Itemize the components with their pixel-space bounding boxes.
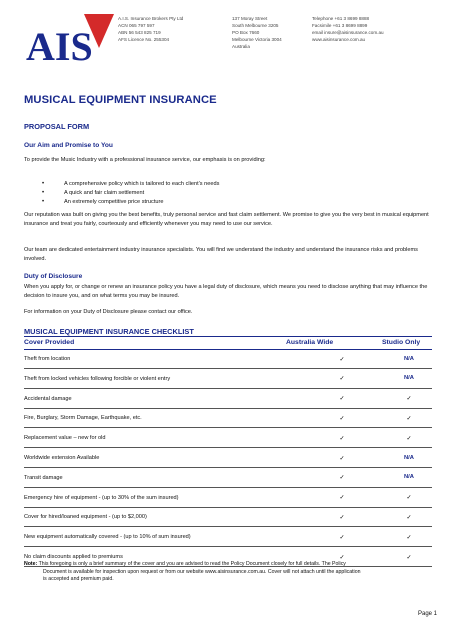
ais-logo bbox=[26, 14, 114, 66]
australia-wide-value: ✓ bbox=[339, 475, 345, 482]
address-line: South Melbourne 3205 bbox=[232, 23, 279, 29]
note-label: Note: bbox=[24, 561, 38, 567]
company-name: A.I.S. Insurance Brokers Pty Ltd bbox=[118, 16, 184, 21]
studio-only-value: N/A bbox=[404, 454, 414, 461]
australia-wide-value: ✓ bbox=[339, 356, 345, 363]
row-divider bbox=[24, 368, 432, 369]
row-cover-label: Emergency hire of equipment - (up to 30% of the sum insured) bbox=[24, 494, 179, 501]
row-divider bbox=[24, 427, 432, 428]
team-paragraph: Our team are dedicated entertainment industry insurance specialists. You will find we understand the industry and understand the insurance risks and problems involved. bbox=[24, 247, 418, 262]
note-block bbox=[24, 561, 436, 584]
disclosure-contact: For information on your Duty of Disclosure please contact our office. bbox=[24, 309, 193, 315]
row-cover-label: Worldwide extension Available bbox=[24, 455, 100, 461]
studio-only-value: ✓ bbox=[406, 415, 412, 422]
australia-wide-value: ✓ bbox=[339, 554, 345, 561]
note-text-line: This foregoing is only a brief summary of the cover and you are advised to read the Policy Document closely for full details. The Policy bbox=[38, 561, 346, 567]
australia-wide-value: ✓ bbox=[339, 514, 345, 521]
note-text-line: Document is available for inspection upon request or from our website www.aisinsurance.com.au. Cover will not attach until the application bbox=[43, 568, 361, 575]
company-acn: ACN 065 797 597 bbox=[118, 23, 155, 29]
studio-only-value: ✓ bbox=[406, 495, 412, 502]
row-cover-label: Theft from location bbox=[24, 356, 71, 362]
studio-only-value: N/A bbox=[404, 375, 414, 382]
email: email insure@aisinsurance.com.au bbox=[312, 30, 384, 36]
row-cover-label: New equipment automatically covered - (up to 10% of sum insured) bbox=[24, 534, 191, 541]
studio-only-value: N/A bbox=[404, 355, 414, 362]
row-divider bbox=[24, 408, 432, 409]
company-afs: AFS Licence No. 255304 bbox=[118, 37, 170, 43]
company-address bbox=[232, 15, 282, 50]
row-cover-label: Theft from locked vehicles following forcible or violent entry bbox=[24, 375, 171, 382]
australia-wide-value: ✓ bbox=[339, 415, 345, 422]
row-cover-label: Fire, Burglary, Storm Damage, Earthquake, etc. bbox=[24, 415, 142, 422]
address-line: Australia bbox=[232, 44, 250, 50]
website: www.aisinsurance.com.au bbox=[312, 37, 366, 43]
company-details bbox=[118, 15, 183, 43]
address-line: 137 Moray Street bbox=[232, 16, 268, 21]
checklist-top-rule bbox=[24, 336, 432, 337]
studio-only-value: ✓ bbox=[406, 554, 412, 561]
australia-wide-value: ✓ bbox=[339, 455, 345, 462]
page-title: MUSICAL EQUIPMENT INSURANCE bbox=[24, 94, 217, 106]
column-studio-only: Studio Only bbox=[382, 339, 421, 346]
studio-only-value: N/A bbox=[404, 474, 414, 481]
aim-heading: Our Aim and Promise to You bbox=[24, 142, 113, 149]
studio-only-value: ✓ bbox=[406, 435, 412, 442]
reputation-paragraph: Our reputation was built on giving you the best benefits, truly personal service and fast claim settlement. We promise to give you the very best in musical equipment insurance and treat you fairly, courteously and efficiently whenever you may need to use our service. bbox=[24, 212, 429, 227]
form-subtitle: PROPOSAL FORM bbox=[24, 122, 90, 131]
column-cover-provided: Cover Provided bbox=[24, 339, 75, 346]
logo-text: AIS bbox=[26, 24, 93, 66]
row-cover-label: Accidental damage bbox=[24, 395, 72, 402]
bullet-item: • A comprehensive policy which is tailored to each client’s needs bbox=[52, 180, 219, 189]
facsimile: Facsimile +61 3 8699 8899 bbox=[312, 23, 368, 29]
row-cover-label: Cover for hired/loaned equipment - (up to $2,000) bbox=[24, 514, 147, 521]
studio-only-value: ✓ bbox=[406, 396, 412, 403]
row-cover-label: No claim discounts applied to premiums bbox=[24, 554, 123, 560]
disclosure-paragraph: When you apply for, or change or renew an insurance policy you have a legal duty of disclosure, which means you need to disclose anything that may influence the decision to insure you, and on what terms you may be insured. bbox=[24, 284, 428, 299]
row-cover-label: Replacement value – new for old bbox=[24, 435, 106, 442]
australia-wide-value: ✓ bbox=[339, 534, 345, 541]
bullet-item: • An extremely competitive price structure bbox=[52, 198, 219, 207]
row-divider bbox=[24, 447, 432, 448]
aim-intro: To provide the Music Industry with a professional insurance service, our emphasis is on providing: bbox=[24, 157, 266, 163]
address-line: PO Box 7660 bbox=[232, 30, 260, 36]
row-divider bbox=[24, 487, 432, 488]
row-divider bbox=[24, 388, 432, 389]
australia-wide-value: ✓ bbox=[339, 376, 345, 383]
aim-bullet-list bbox=[52, 180, 219, 207]
note-text-line: is accepted and premium paid. bbox=[43, 576, 114, 583]
company-abn: ABN 56 543 825 719 bbox=[118, 30, 161, 36]
company-contact bbox=[312, 15, 384, 43]
australia-wide-value: ✓ bbox=[339, 495, 345, 502]
row-cover-label: Transit damage bbox=[24, 474, 63, 481]
column-australia-wide: Australia Wide bbox=[286, 339, 334, 346]
disclosure-heading: Duty of Disclosure bbox=[24, 273, 83, 280]
studio-only-value: ✓ bbox=[406, 514, 412, 521]
checklist-heading: MUSICAL EQUIPMENT INSURANCE CHECKLIST bbox=[24, 327, 194, 336]
address-line: Melbourne Victoria 3004 bbox=[232, 37, 282, 43]
row-divider bbox=[24, 546, 432, 547]
australia-wide-value: ✓ bbox=[339, 435, 345, 442]
telephone: Telephone +61 3 8699 8888 bbox=[312, 16, 370, 21]
row-divider bbox=[24, 526, 432, 527]
page-number: Page 1 bbox=[418, 611, 438, 617]
bullet-item: • A quick and fair claim settlement bbox=[52, 189, 219, 198]
studio-only-value: ✓ bbox=[406, 534, 412, 541]
header-bottom-rule bbox=[24, 349, 432, 350]
australia-wide-value: ✓ bbox=[339, 396, 345, 403]
row-divider bbox=[24, 507, 432, 508]
row-divider bbox=[24, 467, 432, 468]
